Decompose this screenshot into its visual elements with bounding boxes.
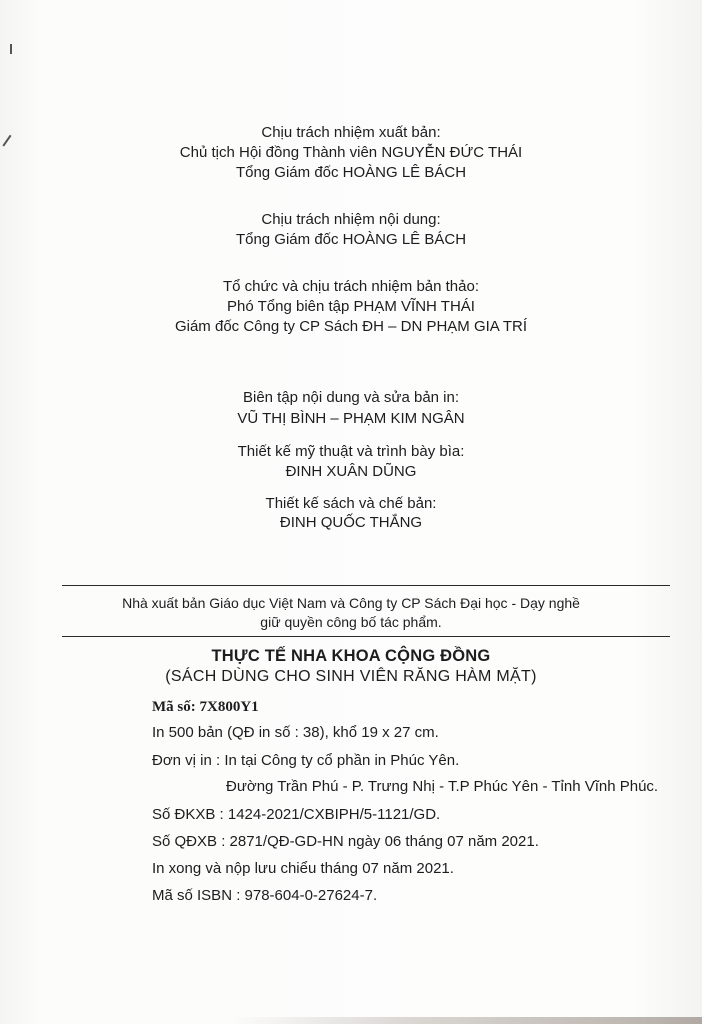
publishing-decision: Số QĐXB : 2871/QĐ-GD-HN ngày 06 tháng 07 năm 2021. bbox=[152, 833, 539, 850]
book-subtitle: (SÁCH DÙNG CHO SINH VIÊN RĂNG HÀM MẶT) bbox=[165, 668, 537, 685]
book-code: Mã số: 7X800Y1 bbox=[152, 699, 259, 715]
isbn: Mã số ISBN : 978-604-0-27624-7. bbox=[152, 887, 378, 904]
registration-number: Số ĐKXB : 1424-2021/CXBIPH/5-1121/GD. bbox=[152, 806, 441, 823]
scan-mark-top bbox=[10, 44, 12, 54]
printer-address: Đường Trần Phú - P. Trưng Nhị - T.P Phúc Yên - Tỉnh Vĩnh Phúc. bbox=[226, 778, 659, 795]
copyright-line-1: Nhà xuất bản Giáo dục Việt Nam và Công ty CP Sách Đại học - Dạy nghề bbox=[122, 595, 580, 611]
book-design-heading: Thiết kế sách và chế bản: bbox=[265, 495, 437, 512]
legal-deposit: In xong và nộp lưu chiểu tháng 07 năm 2021. bbox=[152, 860, 454, 877]
divider-bottom bbox=[62, 636, 670, 637]
cover-design-names: ĐINH XUÂN DŨNG bbox=[285, 463, 417, 480]
publishing-chairman: Chủ tịch Hội đồng Thành viên NGUYỄN ĐỨC THÁI bbox=[179, 144, 523, 161]
cover-design-heading: Thiết kế mỹ thuật và trình bày bìa: bbox=[237, 443, 465, 460]
page-edge-shadow bbox=[230, 1017, 702, 1024]
print-run: In 500 bản (QĐ in số : 38), khổ 19 x 27 cm. bbox=[152, 724, 439, 741]
copyright-line-2: giữ quyền công bố tác phẩm. bbox=[260, 614, 442, 630]
editing-names: VŨ THỊ BÌNH – PHẠM KIM NGÂN bbox=[237, 410, 465, 427]
printer: Đơn vị in : In tại Công ty cổ phần in Phúc Yên. bbox=[152, 752, 460, 769]
publishing-director: Tổng Giám đốc HOÀNG LÊ BÁCH bbox=[235, 164, 467, 181]
manuscript-heading: Tổ chức và chịu trách nhiệm bản thảo: bbox=[222, 278, 479, 295]
content-director: Tổng Giám đốc HOÀNG LÊ BÁCH bbox=[235, 231, 467, 248]
divider-top bbox=[62, 585, 670, 586]
book-design-names: ĐINH QUỐC THẮNG bbox=[279, 514, 423, 531]
manuscript-company-director: Giám đốc Công ty CP Sách ĐH – DN PHẠM GIA TRÍ bbox=[174, 318, 528, 335]
content-heading: Chịu trách nhiệm nội dung: bbox=[261, 211, 441, 228]
editing-heading: Biên tập nội dung và sửa bản in: bbox=[242, 389, 460, 406]
book-title: THỰC TẾ NHA KHOA CỘNG ĐỒNG bbox=[211, 647, 491, 665]
manuscript-deputy-editor: Phó Tổng biên tập PHẠM VĨNH THÁI bbox=[227, 298, 475, 315]
publishing-heading: Chịu trách nhiệm xuất bản: bbox=[261, 124, 441, 141]
